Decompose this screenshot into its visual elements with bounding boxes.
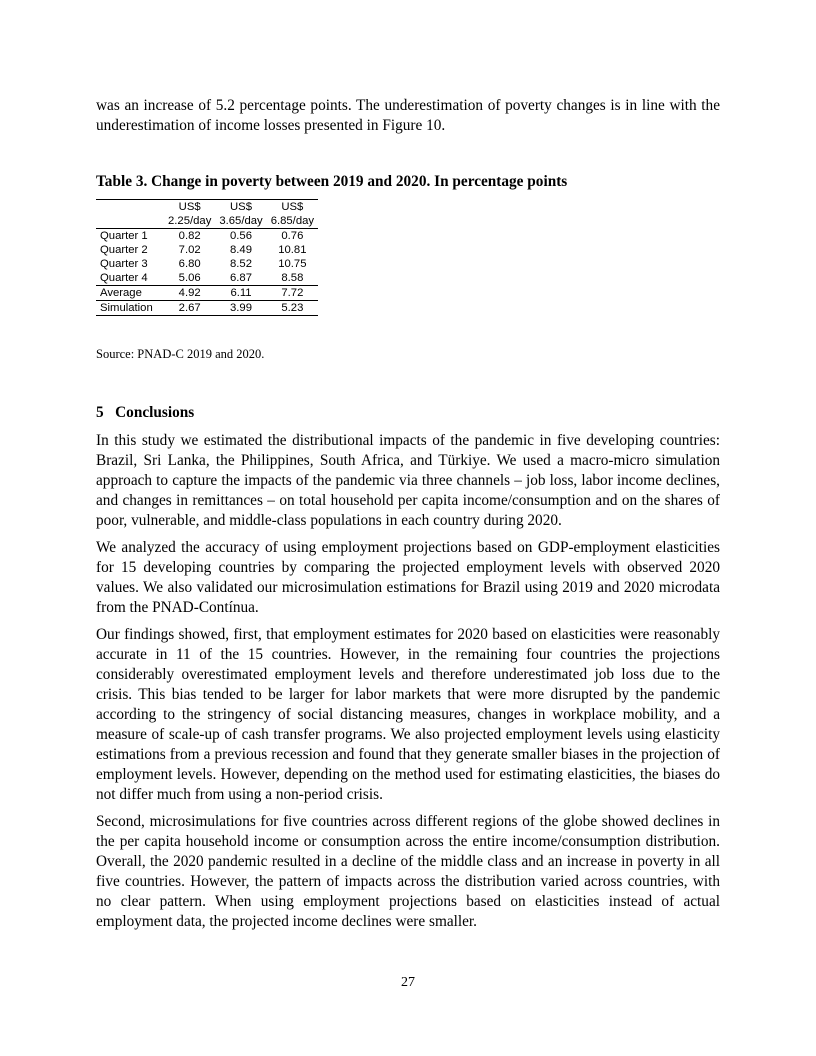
table-title: Table 3. Change in poverty between 2019 and 2020. In percentage points — [96, 173, 568, 190]
body-paragraph: Second, microsimulations for five countries across different regions of the globe showed declines in the per capita household income or consumption across the entire income/consumption distribution. Overall, the 2020 pandemic resulted in a decline of the middle class and an increase in poverty in all five countries. However, the pattern of impacts across the distribution varied across countries, with no clear pattern. When using employment projections based on elasticities instead of actual employment data, the projected income declines were smaller. — [96, 813, 720, 930]
table-source: Source: PNAD-C 2019 and 2020. — [96, 347, 265, 361]
body-paragraph: In this study we estimated the distributional impacts of the pandemic in five developing countries: Brazil, Sri Lanka, the Philippines, South Africa, and Türkiye. We used a macro-micro simulation approach to capture the impacts of the pandemic via three channels – job loss, labor income declines, and changes in remittances – on total household per capita income/consumption and on the shares of poor, vulnerable, and middle-class populations in each country during 2020. — [96, 432, 720, 529]
header-currency: US$ — [267, 200, 318, 215]
table-cell: 0.56 — [230, 230, 253, 242]
table-cell: 2.67 — [164, 301, 215, 316]
header-poverty-line: 6.85/day — [267, 214, 318, 229]
table-header-row — [96, 214, 318, 229]
table-header-row — [96, 200, 318, 215]
table-cell: 8.49 — [230, 244, 253, 256]
table-cell: 6.87 — [230, 272, 253, 284]
row-label: Average — [96, 286, 164, 301]
intro-paragraph: was an increase of 5.2 percentage points. The underestimation of poverty changes is in line with the underestimation of income losses presented in Figure 10. — [96, 97, 720, 134]
table-cell: 6.80 — [178, 258, 201, 270]
table-row-average — [96, 286, 318, 301]
table-row — [96, 257, 318, 271]
table-cell: 6.11 — [215, 286, 266, 301]
table-row — [96, 243, 318, 257]
header-currency: US$ — [215, 200, 266, 215]
table-cell: 3.99 — [215, 301, 266, 316]
header-currency: US$ — [164, 200, 215, 215]
row-label: Simulation — [96, 301, 164, 316]
poverty-table — [96, 199, 318, 316]
table-cell: 5.23 — [267, 301, 318, 316]
header-corner — [96, 200, 164, 215]
row-label: Quarter 2 — [100, 244, 148, 256]
conclusions-body — [96, 431, 720, 939]
table-cell: 4.92 — [164, 286, 215, 301]
header-poverty-line: 3.65/day — [215, 214, 266, 229]
body-paragraph: Our findings showed, first, that employment estimates for 2020 based on elasticities were reasonably accurate in 11 of the 15 countries. However, in the remaining four countries the projections considerably overestimated employment levels and therefore underestimated job loss due to the crisis. This bias tended to be larger for labor markets that were more disrupted by the pandemic according to the stringency of social distancing measures, changes in workplace mobility, and a measure of scale-up of cash transfer programs. We also projected employment levels using elasticity estimations from a previous recession and found that they generate smaller biases in the projection of employment levels. However, depending on the method used for estimating elasticities, the biases do not differ much from using a non-period crisis. — [96, 626, 720, 803]
table-row — [96, 229, 318, 244]
table-cell: 8.58 — [281, 272, 304, 284]
table-row — [96, 271, 318, 286]
row-label: Quarter 3 — [100, 258, 148, 270]
table-cell: 5.06 — [178, 272, 201, 284]
table-cell: 7.02 — [178, 244, 201, 256]
table-cell: 10.75 — [278, 258, 307, 270]
section-heading: 5 Conclusions — [96, 404, 195, 421]
page-number: 27 — [401, 975, 415, 990]
row-label: Quarter 4 — [100, 272, 148, 284]
header-poverty-line: 2.25/day — [164, 214, 215, 229]
header-corner — [96, 214, 164, 229]
table-cell: 10.81 — [278, 244, 307, 256]
table-cell: 7.72 — [267, 286, 318, 301]
table-cell: 8.52 — [230, 258, 253, 270]
body-paragraph: We analyzed the accuracy of using employment projections based on GDP-employment elasticities for 15 developing countries by comparing the projected employment levels with observed 2020 values. We also validated our microsimulation estimations for Brazil using 2019 and 2020 microdata from the PNAD-Contínua. — [96, 539, 720, 616]
row-label: Quarter 1 — [100, 230, 148, 242]
table-cell: 0.82 — [178, 230, 201, 242]
table-cell: 0.76 — [281, 230, 304, 242]
table-row-simulation — [96, 301, 318, 316]
